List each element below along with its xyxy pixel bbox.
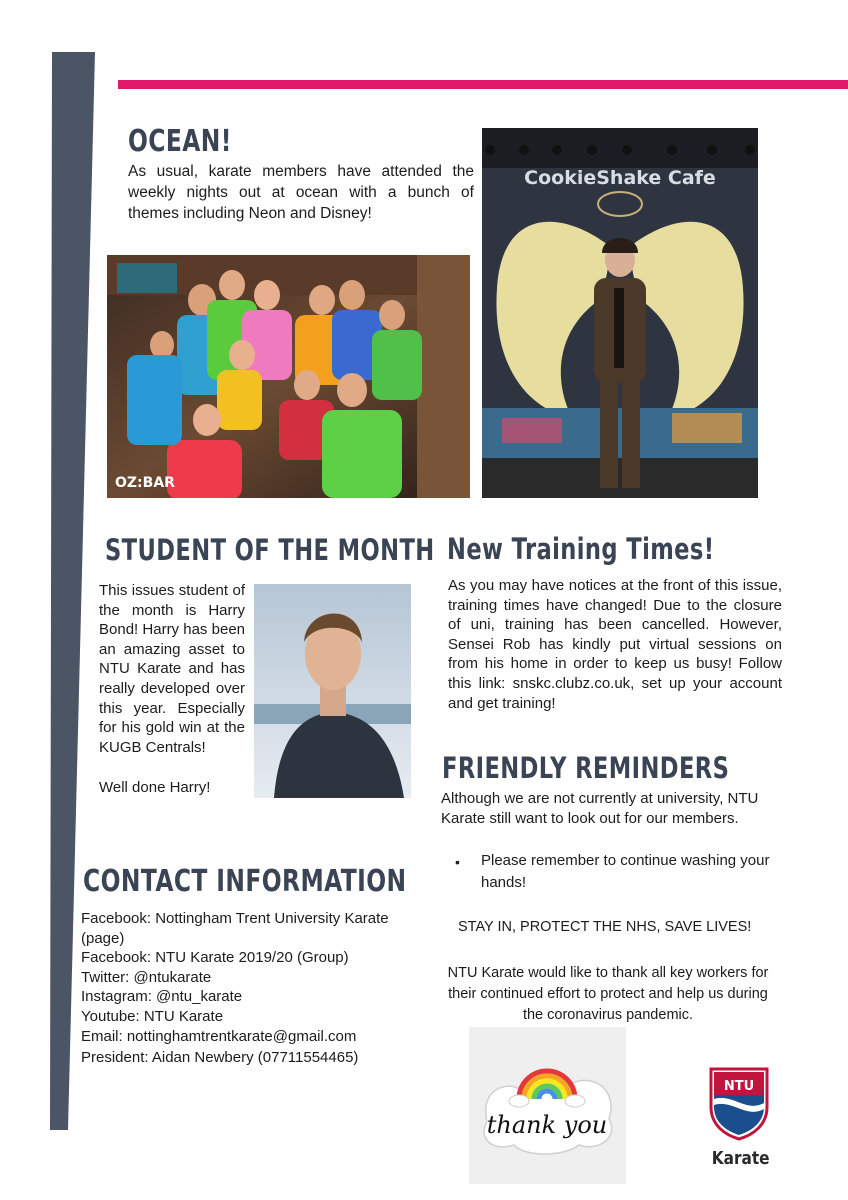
student-title: STUDENT OF THE MONTH <box>105 533 435 567</box>
contact-title: CONTACT INFORMATION <box>83 864 407 899</box>
contact-email[interactable]: Email: nottinghamtrentkarate@gmail.com <box>81 1027 357 1045</box>
contact-list <box>81 909 426 1068</box>
ozbar-logo-text: OZ:BAR <box>115 475 175 491</box>
student-closing: Well done Harry! <box>99 779 211 796</box>
rainbow-icon <box>469 1027 626 1184</box>
reminders-bullet-text: Please remember to continue washing your hands! <box>481 852 770 891</box>
reminders-thanks: NTU Karate would like to thank all key workers for their continued effort to protect and help us during the coronavirus pandemic. <box>447 965 769 1023</box>
thank-you-sticker-text: thank you <box>486 1111 608 1139</box>
contact-youtube[interactable]: Youtube: NTU Karate <box>81 1007 224 1025</box>
cafe-sign-text: CookieShake Cafe <box>524 167 716 189</box>
training-title: New Training Times! <box>447 532 715 566</box>
student-photo <box>254 584 411 798</box>
contact-instagram[interactable]: Instagram: @ntu_karate <box>81 988 243 1006</box>
student-text: This issues student of the month is Harry Bond! Harry has been an amazing asset to NTU Karate and has really developed over this year. Especially for his gold win at the KUGB Centrals! <box>99 582 245 756</box>
ntu-shield-icon <box>707 1065 771 1141</box>
ocean-cafe-photo <box>482 128 758 498</box>
contact-facebook-page[interactable]: Facebook: Nottingham Trent University Karate (page) <box>81 910 389 947</box>
ntu-shield-text: NTU <box>723 1079 755 1094</box>
training-text: As you may have notices at the front of this issue, training times have changed! Due to the closure of uni, training has been cancelled. However, Sensei Rob has kindly put virtual sessions on from his home in order to keep us busy! Follow this link: snskc.clubz.co.uk, set up your account and get training! <box>448 577 782 712</box>
ocean-title: OCEAN! <box>128 124 232 159</box>
reminders-text: Although we are not currently at university, NTU Karate still want to look out for our members. <box>441 790 759 827</box>
logo-karate-label: Karate <box>711 1148 770 1169</box>
bullet-dot-icon: • <box>455 854 460 870</box>
contact-president: President: Aidan Newbery (07711554465) <box>81 1049 359 1067</box>
ocean-text: As usual, karate members have attended the weekly nights out at ocean with a bunch of themes including Neon and Disney! <box>128 163 474 222</box>
top-accent-rule <box>118 80 848 89</box>
reminders-title: FRIENDLY REMINDERS <box>442 751 730 785</box>
ntu-karate-logo <box>707 1065 771 1170</box>
thank-you-sticker <box>469 1027 626 1184</box>
contact-facebook-group[interactable]: Facebook: NTU Karate 2019/20 (Group) <box>81 949 349 967</box>
ocean-group-photo <box>107 255 470 498</box>
contact-twitter[interactable]: Twitter: @ntukarate <box>81 968 212 986</box>
reminders-slogan: STAY IN, PROTECT THE NHS, SAVE LIVES! <box>458 919 752 935</box>
reminders-bullet-item <box>441 850 781 894</box>
